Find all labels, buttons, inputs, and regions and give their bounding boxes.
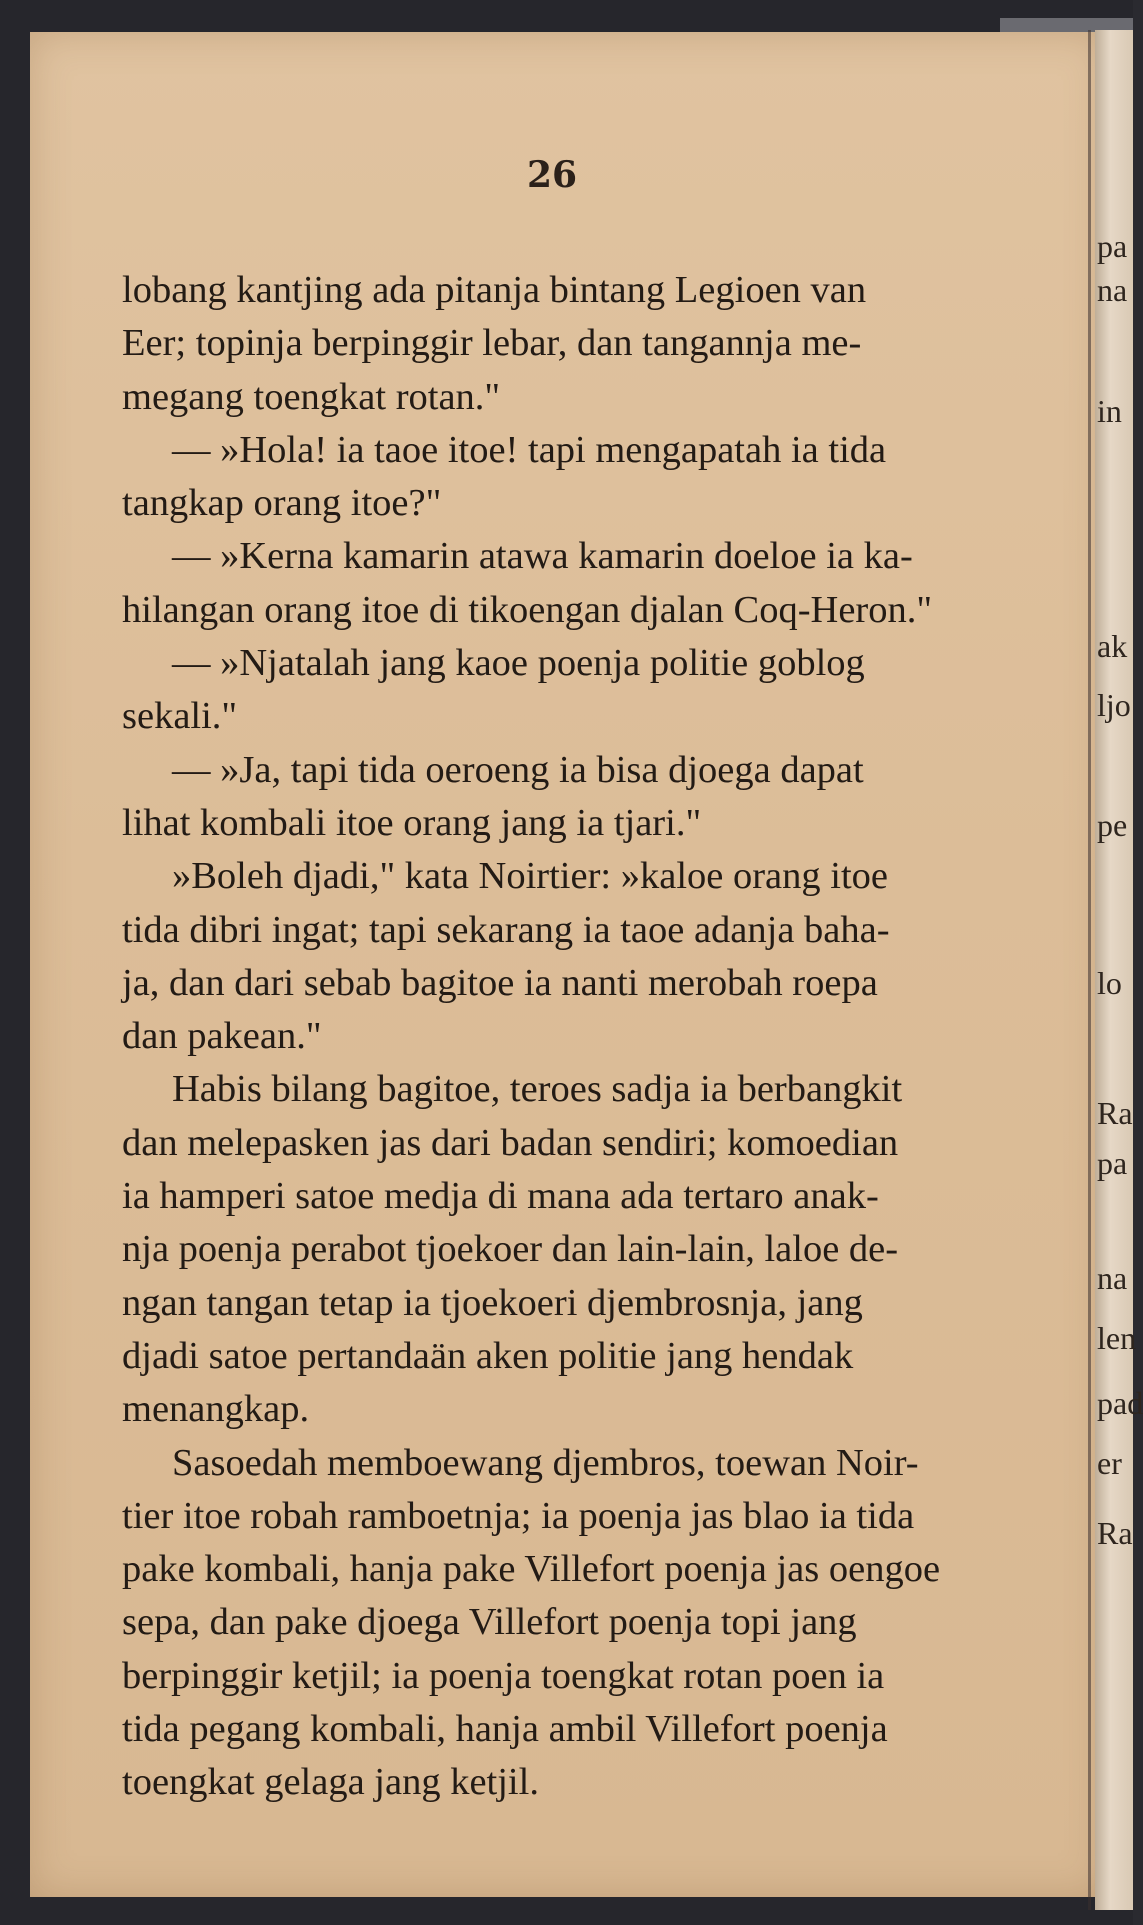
text-line: dan melepasken jas dari badan sendiri; komoedian bbox=[122, 1121, 899, 1164]
adjacent-page-fragment: na bbox=[1097, 1260, 1128, 1296]
text-line: sekali." bbox=[122, 695, 238, 738]
adjacent-page-fragment: ak bbox=[1097, 628, 1128, 664]
adjacent-page-fragment: Ra bbox=[1097, 1515, 1133, 1551]
text-line: Eer; topinja berpinggir lebar, dan tangannja me- bbox=[122, 322, 862, 365]
text-line: megang toengkat rotan." bbox=[122, 375, 501, 418]
adjacent-page-fragment: pa bbox=[1097, 1145, 1128, 1181]
text-line: Sasoedah memboewang djembros, toewan Noir- bbox=[172, 1441, 919, 1484]
text-line: »Boleh djadi," kata Noirtier: »kaloe orang itoe bbox=[172, 855, 888, 898]
text-line: sepa, dan pake djoega Villefort poenja topi jang bbox=[122, 1601, 857, 1644]
text-line: — »Njatalah jang kaoe poenja politie goblog bbox=[172, 642, 865, 685]
text-line: tida dibri ingat; tapi sekarang ia taoe adanja baha- bbox=[122, 908, 890, 951]
adjacent-page-fragment: er bbox=[1097, 1445, 1122, 1481]
text-line: menangkap. bbox=[122, 1388, 310, 1431]
text-line: — »Ja, tapi tida oeroeng ia bisa djoega dapat bbox=[172, 748, 864, 791]
adjacent-page-fragment: len bbox=[1097, 1320, 1137, 1356]
adjacent-page-fragment: pa bbox=[1097, 228, 1128, 264]
text-line: dan pakean." bbox=[122, 1015, 322, 1058]
text-line: lobang kantjing ada pitanja bintang Legioen van bbox=[122, 269, 867, 311]
text-line: — »Kerna kamarin atawa kamarin doeloe ia ka- bbox=[172, 535, 913, 578]
adjacent-page-fragment: ljo bbox=[1097, 687, 1131, 723]
book-page bbox=[30, 32, 1105, 1897]
text-line: djadi satoe pertandaän aken politie jang hendak bbox=[122, 1334, 854, 1377]
text-line: ja, dan dari sebab bagitoe ia nanti merobah roepa bbox=[122, 961, 878, 1004]
page-gutter bbox=[1088, 30, 1091, 1910]
adjacent-page-fragment: in bbox=[1097, 393, 1122, 429]
text-line: tangkap orang itoe?" bbox=[122, 482, 442, 525]
text-line: Habis bilang bagitoe, teroes sadja ia berbangkit bbox=[172, 1068, 903, 1111]
text-line: tier itoe robah ramboetnja; ia poenja jas blao ia tida bbox=[122, 1494, 915, 1537]
body-text bbox=[122, 264, 1122, 1810]
text-line: hilangan orang itoe di tikoengan djalan Coq-Heron." bbox=[122, 588, 933, 631]
text-line: ngan tangan tetap ia tjoekoeri djembrosnja, jang bbox=[122, 1281, 863, 1324]
text-line: ia hamperi satoe medja di mana ada tertaro anak- bbox=[122, 1175, 879, 1218]
page-number: 26 bbox=[526, 154, 578, 196]
adjacent-page-fragment: pad bbox=[1097, 1385, 1143, 1421]
text-line: — »Hola! ia taoe itoe! tapi mengapatah ia tida bbox=[172, 428, 887, 471]
text-line: berpinggir ketjil; ia poenja toengkat rotan poen ia bbox=[122, 1654, 885, 1697]
adjacent-page-fragment: na bbox=[1097, 272, 1128, 308]
text-line: nja poenja perabot tjoekoer dan lain-lain, laloe de- bbox=[122, 1228, 899, 1271]
text-line: pake kombali, hanja pake Villefort poenja jas oengoe bbox=[122, 1548, 941, 1591]
text-line: tida pegang kombali, hanja ambil Villefort poenja bbox=[122, 1708, 888, 1751]
adjacent-page-fragment: pe bbox=[1097, 807, 1128, 843]
text-line: lihat kombali itoe orang jang ia tjari." bbox=[122, 801, 702, 844]
text-line: toengkat gelaga jang ketjil. bbox=[122, 1761, 539, 1804]
adjacent-page-fragment: lo bbox=[1097, 965, 1122, 1001]
adjacent-page-fragment: Ra bbox=[1097, 1095, 1133, 1131]
